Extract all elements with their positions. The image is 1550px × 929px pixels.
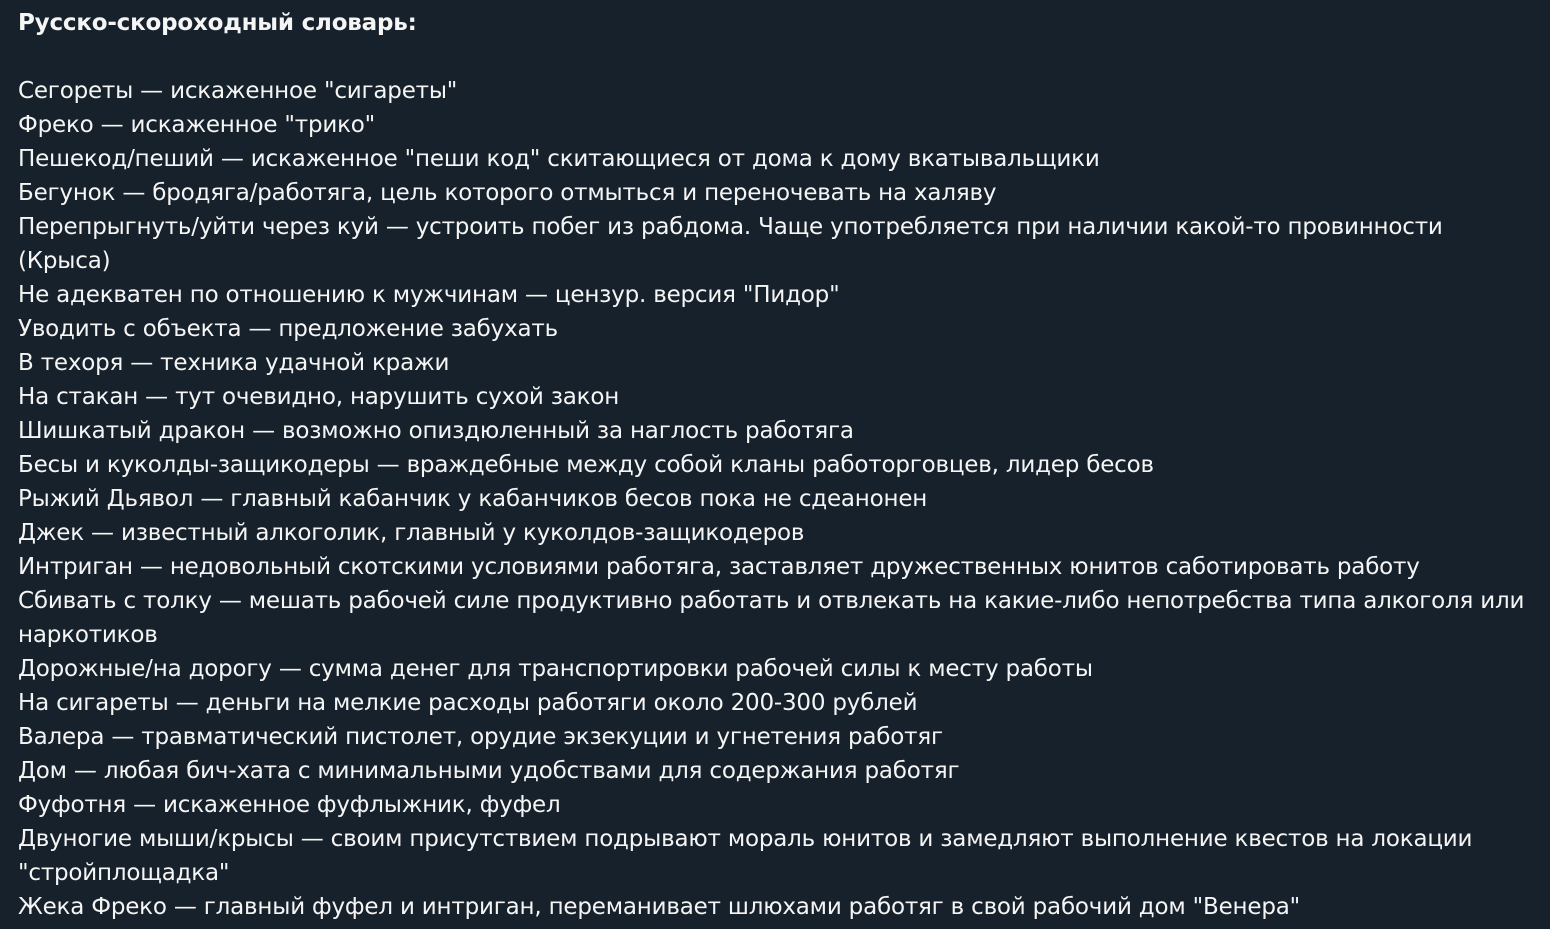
dictionary-entry: Дом — любая бич-хата с минимальными удобствами для содержания работяг bbox=[18, 758, 960, 784]
dictionary-entry: На стакан — тут очевидно, нарушить сухой закон bbox=[18, 384, 620, 410]
blank-line bbox=[18, 40, 1538, 74]
dictionary-entry: Фреко — искаженное "трико" bbox=[18, 112, 376, 138]
dictionary-entry: На сигареты — деньги на мелкие расходы работяги около 200-300 рублей bbox=[18, 690, 918, 716]
dictionary-entry: Джек — известный алкоголик, главный у куколдов-защикодеров bbox=[18, 520, 805, 546]
dictionary-entry: Уводить с объекта — предложение забухать bbox=[18, 316, 558, 342]
dictionary-entry: В техоря — техника удачной кражи bbox=[18, 350, 450, 376]
dictionary-entry: Валера — травматический пистолет, орудие экзекуции и угнетения работяг bbox=[18, 724, 943, 750]
dictionary-entry: Сбивать с толку — мешать рабочей силе продуктивно работать и отвлекать на какие-либо непотребства типа алкоголя или наркотиков bbox=[18, 588, 1525, 648]
dictionary-entry: Бегунок — бродяга/работяга, цель которого отмыться и переночевать на халяву bbox=[18, 180, 997, 206]
dictionary-message bbox=[18, 6, 1538, 924]
dictionary-entry: Фуфотня — искаженное фуфлыжник, фуфел bbox=[18, 792, 561, 818]
dictionary-entry: Бесы и куколды-защикодеры — враждебные между собой кланы работорговцев, лидер бесов bbox=[18, 452, 1154, 478]
dictionary-entry: Пешекод/пеший — искаженное "пеши код" скитающиеся от дома к дому вкатывальщики bbox=[18, 146, 1100, 172]
message-title: Русско-скороходный словарь: bbox=[18, 10, 417, 36]
dictionary-entry: Дорожные/на дорогу — сумма денег для транспортировки рабочей силы к месту работы bbox=[18, 656, 1093, 682]
dictionary-entry: Шишкатый дракон — возможно опиздюленный за наглость работяга bbox=[18, 418, 854, 444]
dictionary-entry: Интриган — недовольный скотскими условиями работяга, заставляет дружественных юнитов саботировать работу bbox=[18, 554, 1420, 580]
dictionary-entry: Перепрыгнуть/уйти через куй — устроить побег из рабдома. Чаще употребляется при наличии какой-то провинности (Крыса) bbox=[18, 214, 1443, 274]
dictionary-entry: Двуногие мыши/крысы — своим присутствием подрывают мораль юнитов и замедляют выполнение квестов на локации "стройплощадка" bbox=[18, 826, 1473, 886]
dictionary-entry: Жека Фреко — главный фуфел и интриган, переманивает шлюхами работяг в свой рабочий дом "Венера" bbox=[18, 894, 1301, 920]
dictionary-entry: Сегореты — искаженное "сигареты" bbox=[18, 78, 458, 104]
dictionary-entry: Не адекватен по отношению к мужчинам — цензур. версия "Пидор" bbox=[18, 282, 840, 308]
dictionary-entry: Рыжий Дьявол — главный кабанчик у кабанчиков бесов пока не сдеанонен bbox=[18, 486, 928, 512]
